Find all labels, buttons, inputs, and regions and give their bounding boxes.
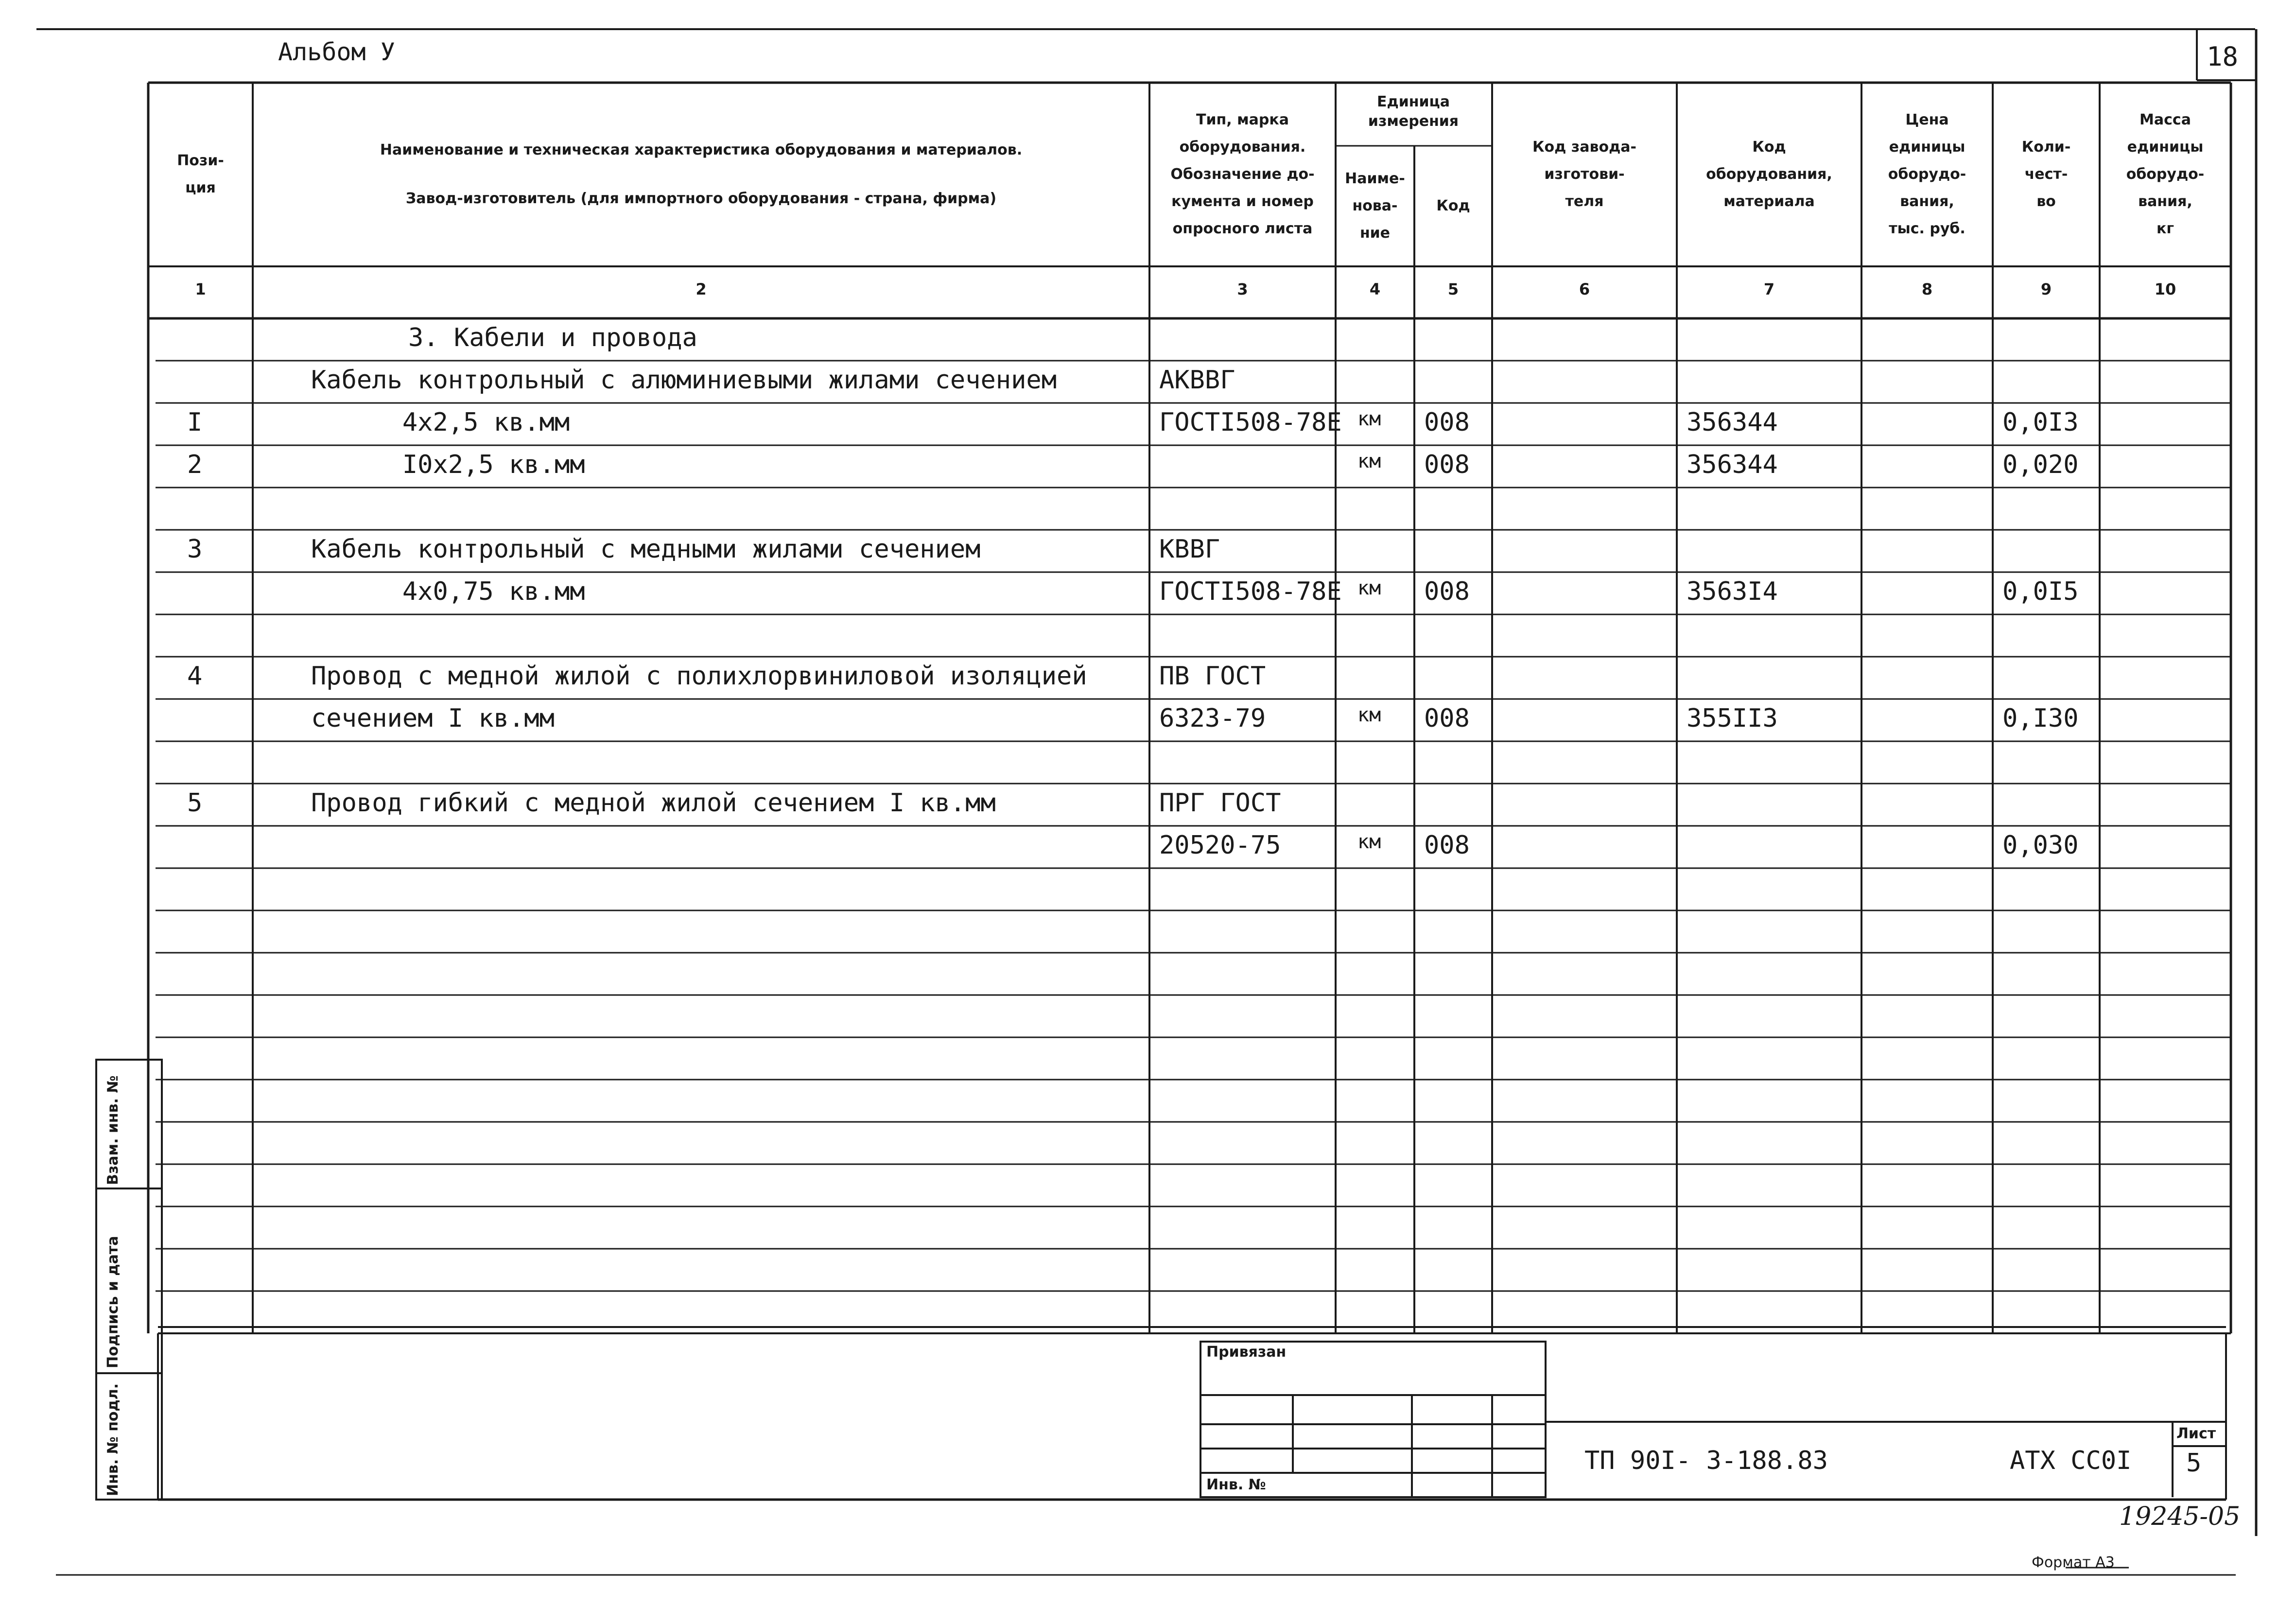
- type-cell: ГОСТI508-78Е: [1159, 577, 1342, 606]
- equipment-code-cell: 356344: [1687, 450, 1778, 479]
- unit-code-cell: 008: [1424, 577, 1470, 606]
- unit-name-cell: км: [1357, 577, 1381, 599]
- name-cell: 3. Кабели и провода: [408, 323, 697, 352]
- side-stamp-vzam-inv: Взам. инв. №: [104, 1075, 122, 1185]
- type-cell: 20520-75: [1159, 831, 1281, 860]
- unit-name-cell: км: [1357, 704, 1381, 726]
- side-stamp-inv-podl: Инв. № подл.: [104, 1383, 122, 1496]
- unit-name-cell: км: [1357, 831, 1381, 853]
- unit-name-cell: км: [1357, 408, 1381, 430]
- name-cell: I0х2,5 кв.мм: [311, 450, 585, 479]
- name-cell: 4х2,5 кв.мм: [311, 408, 570, 437]
- column-header-7: Код оборудования, материала: [1706, 139, 1832, 210]
- inv-no-label: Инв. №: [1206, 1476, 1266, 1493]
- sheet-code: АТХ СС0I: [2010, 1446, 2132, 1475]
- type-cell: КВВГ: [1159, 535, 1220, 564]
- column-header-5: Код: [1436, 197, 1470, 214]
- column-number-6: 6: [1579, 280, 1590, 298]
- format-label: Формат А3: [2032, 1554, 2115, 1571]
- column-header-2: Наименование и техническая характеристика оборудования и материалов. Завод-изготовитель (для импортного оборудования - страна, фирма): [380, 141, 1023, 207]
- column-number-7: 7: [1763, 280, 1775, 298]
- name-cell: Провод гибкий с медной жилой сечением I кв.мм: [311, 788, 996, 818]
- column-number-3: 3: [1237, 280, 1248, 298]
- equipment-code-cell: 355II3: [1687, 704, 1778, 733]
- position-cell: 2: [187, 450, 203, 479]
- type-cell: АКВВГ: [1159, 366, 1235, 395]
- quantity-cell: 0,0I5: [2002, 577, 2079, 606]
- unit-code-cell: 008: [1424, 450, 1470, 479]
- column-number-1: 1: [195, 280, 206, 298]
- column-number-9: 9: [2040, 280, 2052, 298]
- type-cell: ПВ ГОСТ: [1159, 662, 1266, 691]
- equipment-code-cell: 356344: [1687, 408, 1778, 437]
- quantity-cell: 0,I30: [2002, 704, 2079, 733]
- name-cell: Провод с медной жилой с полихлорвиниловой изоляцией: [311, 662, 1087, 691]
- position-cell: I: [187, 408, 203, 437]
- name-cell: Кабель контрольный с алюминиевыми жилами сечением: [311, 366, 1057, 395]
- column-number-5: 5: [1447, 280, 1459, 298]
- quantity-cell: 0,0I3: [2002, 408, 2079, 437]
- quantity-cell: 0,020: [2002, 450, 2079, 479]
- type-cell: 6323-79: [1159, 704, 1266, 733]
- column-header-3: Тип, марка оборудования. Обозначение до- кумента и номер опросного листа: [1170, 111, 1315, 237]
- column-header-9: Коли- чест- во: [2021, 139, 2071, 210]
- list-number: 5: [2186, 1449, 2202, 1478]
- name-cell: Кабель контрольный с медными жилами сечением: [311, 535, 981, 564]
- column-header-10: Масса единицы оборудо- вания, кг: [2126, 111, 2205, 237]
- unit-name-cell: км: [1357, 450, 1381, 472]
- column-header-8: Цена единицы оборудо- вания, тыс. руб.: [1888, 111, 1966, 237]
- privyazan-label: Привязан: [1206, 1344, 1287, 1361]
- column-number-2: 2: [696, 280, 707, 298]
- column-number-8: 8: [1921, 280, 1933, 298]
- column-header-6: Код завода- изготови- теля: [1532, 139, 1636, 210]
- position-cell: 4: [187, 662, 203, 691]
- page-number: 18: [2207, 41, 2239, 72]
- unit-code-cell: 008: [1424, 408, 1470, 437]
- type-cell: ГОСТI508-78Е: [1159, 408, 1342, 437]
- type-cell: ПРГ ГОСТ: [1159, 788, 1281, 818]
- column-header-1: Пози- ция: [177, 152, 224, 196]
- unit-code-cell: 008: [1424, 831, 1470, 860]
- position-cell: 3: [187, 535, 203, 564]
- name-cell: 4х0,75 кв.мм: [311, 577, 585, 606]
- column-number-10: 10: [2154, 280, 2176, 298]
- column-number-4: 4: [1369, 280, 1381, 298]
- handwritten-number: 19245-05: [2119, 1502, 2241, 1531]
- unit-group-header: Единица измерения: [1368, 93, 1459, 130]
- column-header-4: Наиме- нова- ние: [1345, 170, 1405, 242]
- unit-code-cell: 008: [1424, 704, 1470, 733]
- side-stamp-signature-date: Подпись и дата: [104, 1236, 122, 1368]
- document-code: ТП 90I- 3-188.83: [1584, 1446, 1828, 1475]
- list-label: Лист: [2176, 1425, 2216, 1442]
- position-cell: 5: [187, 788, 203, 818]
- name-cell: сечением I кв.мм: [311, 704, 555, 733]
- album-title: Альбом У: [278, 38, 395, 66]
- quantity-cell: 0,030: [2002, 831, 2079, 860]
- equipment-code-cell: 3563I4: [1687, 577, 1778, 606]
